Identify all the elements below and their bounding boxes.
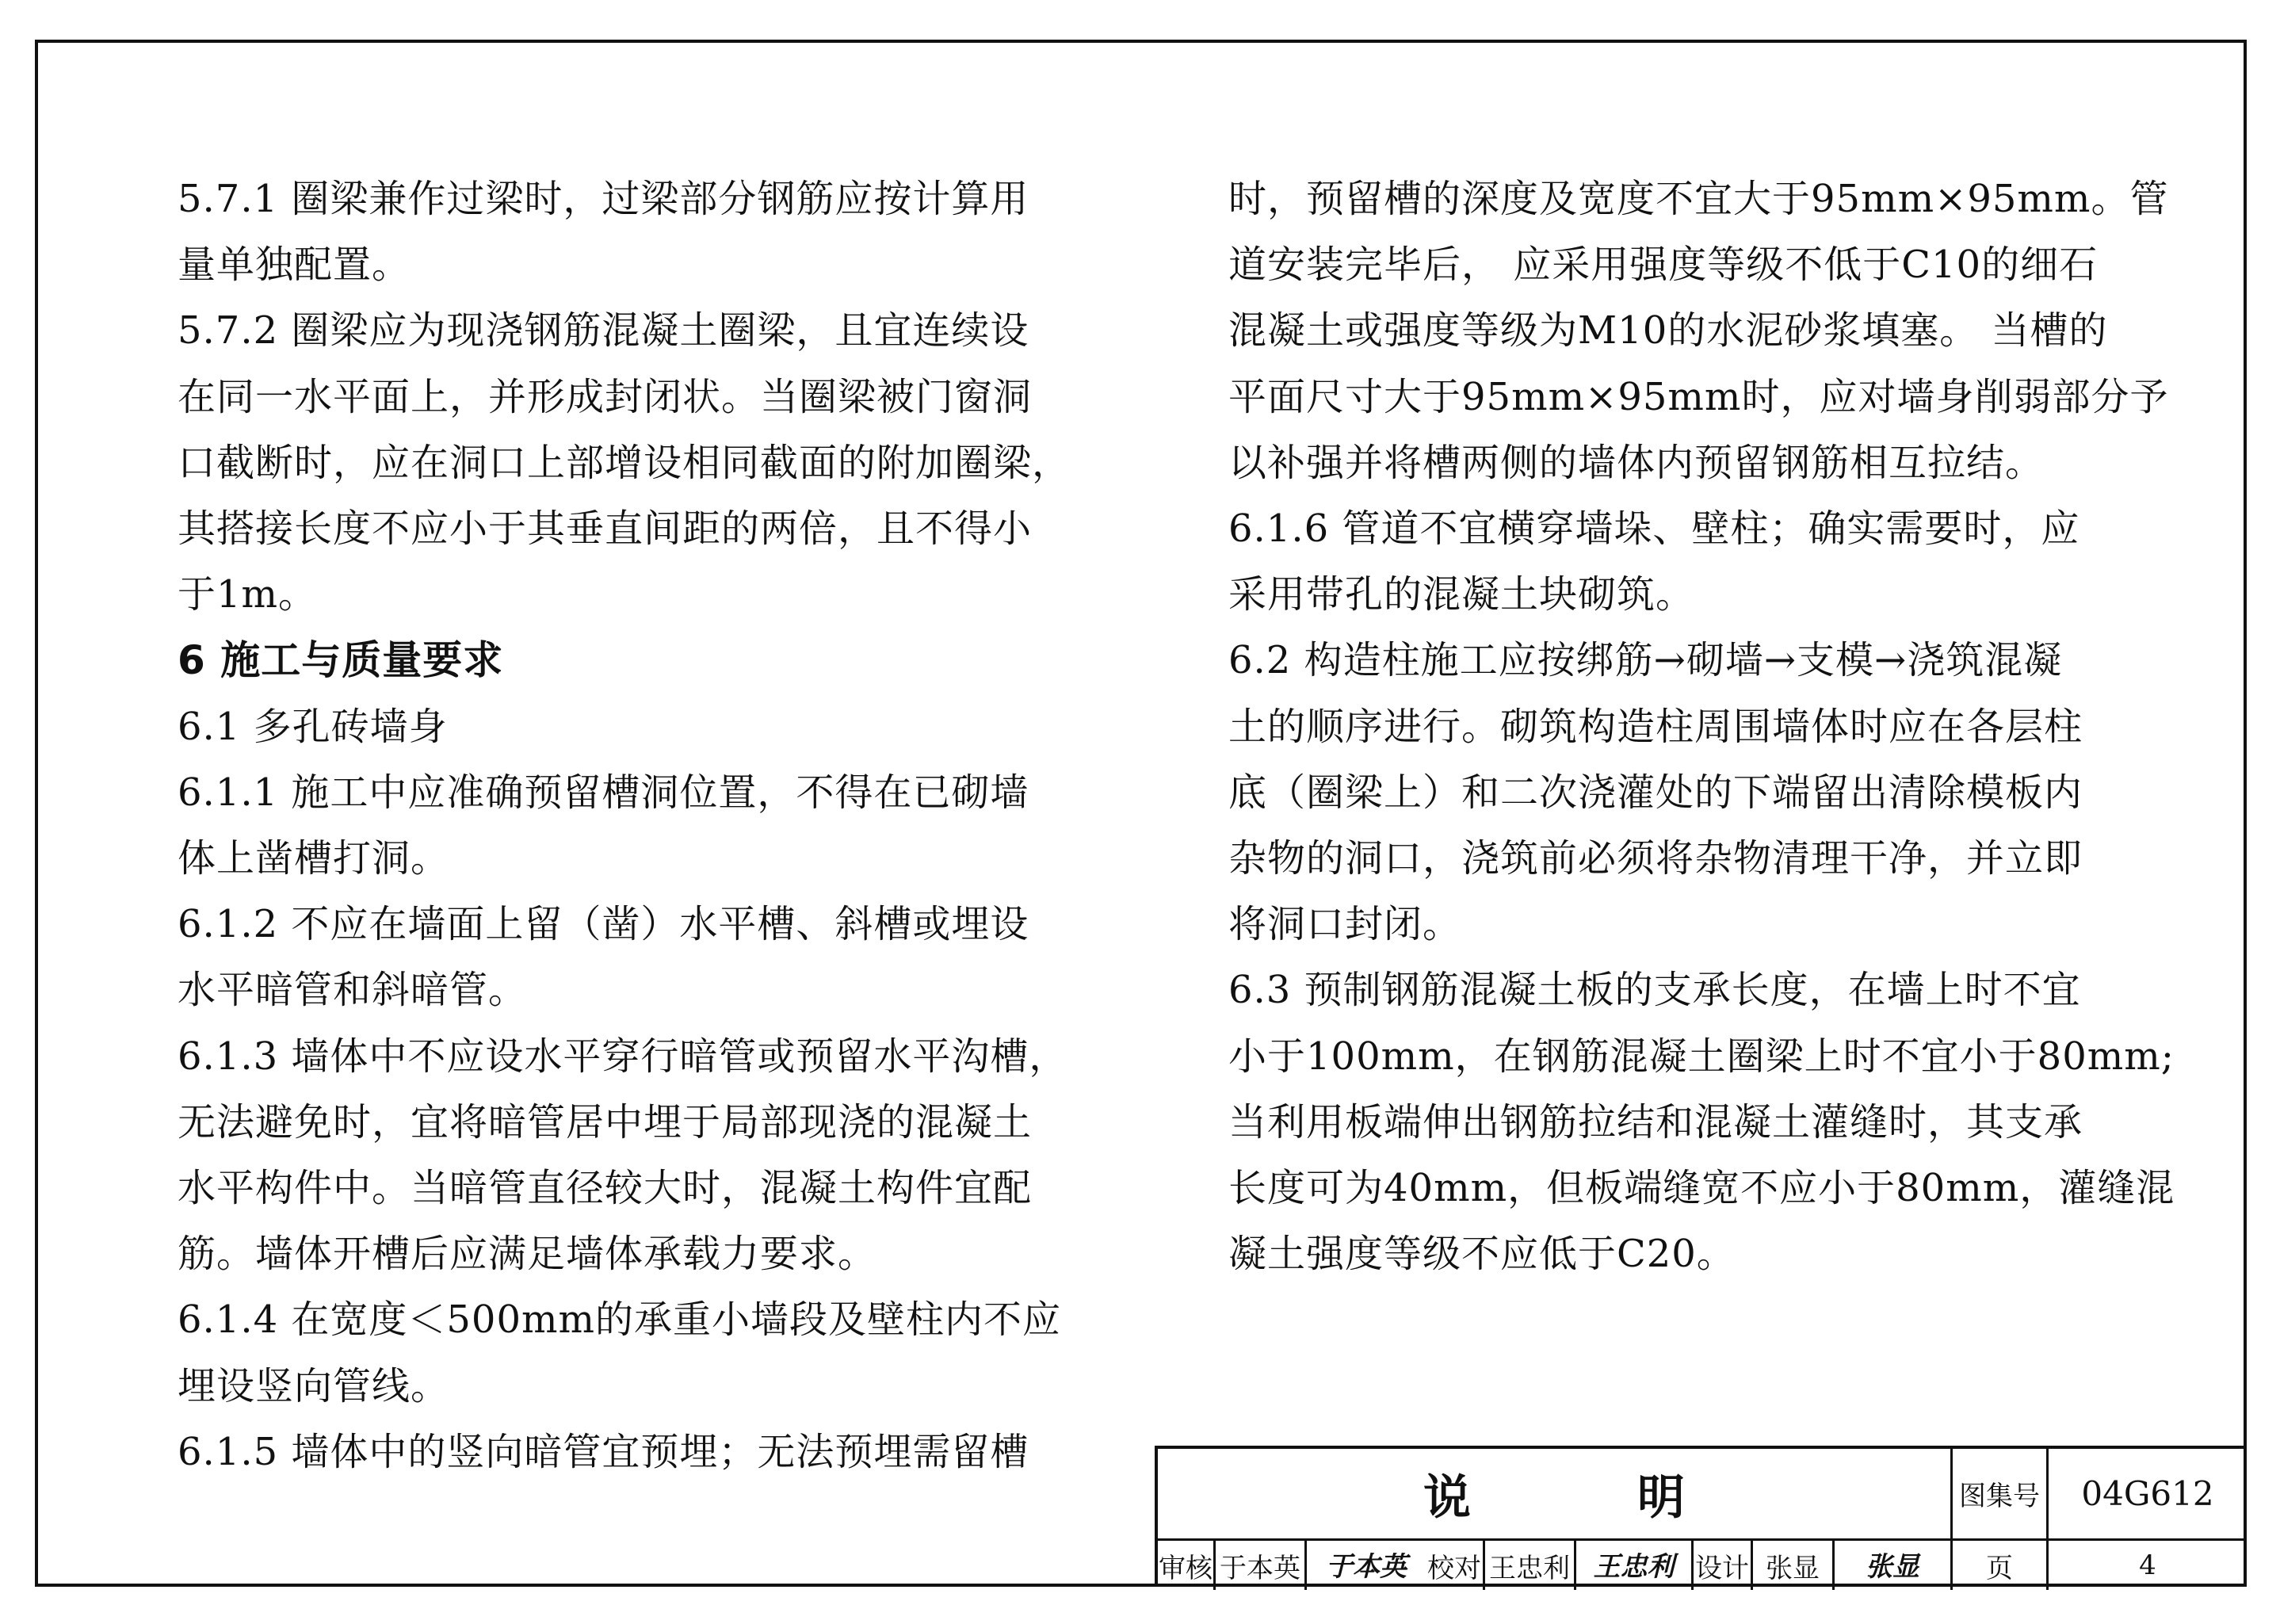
text-line: 6.2 构造柱施工应按绑筋→砌墙→支模→浇筑混凝 <box>1228 638 2063 683</box>
sheet-title <box>1158 1449 1950 1538</box>
title-char: 明 <box>1637 1469 1685 1526</box>
text-line: 平面尺寸大于95mm×95mm时，应对墙身削弱部分予 <box>1228 374 2169 419</box>
text-line: 杂物的洞口，浇筑前必须将杂物清理干净，并立即 <box>1228 836 2083 881</box>
designer-signature: 张显 <box>1866 1550 1919 1583</box>
checker-name: 王忠利 <box>1489 1552 1570 1584</box>
text-line: 6.1.5 墙体中的竖向暗管宜预埋；无法预埋需留槽 <box>178 1429 1029 1474</box>
atlas-label: 图集号 <box>1959 1481 2040 1512</box>
text-line: 当利用板端伸出钢筋拉结和混凝土灌缝时，其支承 <box>1228 1099 2083 1144</box>
checker-signature: 王忠利 <box>1593 1550 1675 1583</box>
right-text-column <box>1228 166 2175 1287</box>
text-line: 6.1.1 施工中应准确预留槽洞位置，不得在已砌墙 <box>178 770 1029 815</box>
text-line: 土的顺序进行。砌筑构造柱周围墙体时应在各层柱 <box>1228 704 2083 749</box>
title-block <box>1155 1446 2247 1587</box>
text-line: 混凝土或强度等级为M10的水泥砂浆填塞。 当槽的 <box>1228 308 2108 353</box>
text-line: 5.7.1 圈梁兼作过梁时，过梁部分钢筋应按计算用 <box>178 177 1029 221</box>
text-line: 6.1.2 不应在墙面上留（凿）水平槽、斜槽或埋设 <box>178 902 1029 947</box>
text-line: 采用带孔的混凝土块砌筑。 <box>1228 572 1695 617</box>
text-line: 6.1.6 管道不宜横穿墙垛、壁柱；确实需要时，应 <box>1228 506 2080 552</box>
text-line: 小于100mm，在钢筋混凝土圈梁上时不宜小于80mm; <box>1228 1034 2175 1079</box>
designer-name: 张显 <box>1766 1552 1820 1584</box>
text-line: 长度可为40mm，但板端缝宽不应小于80mm，灌缝混 <box>1228 1166 2175 1211</box>
text-line: 6.1.3 墙体中不应设水平穿行暗管或预留水平沟槽， <box>178 1034 1068 1079</box>
text-line: 底（圈梁上）和二次浇灌处的下端留出清除模板内 <box>1228 770 2083 815</box>
text-line: 埋设竖向管线。 <box>178 1363 450 1408</box>
title-char: 说 <box>1423 1469 1471 1526</box>
text-line: 无法避免时，宜将暗管居中埋于局部现浇的混凝土 <box>178 1099 1033 1144</box>
text-line: 体上凿槽打洞。 <box>178 836 450 881</box>
text-line: 于1m。 <box>178 572 318 617</box>
page-number: 4 <box>2139 1549 2156 1581</box>
reviewer-name: 于本英 <box>1220 1552 1300 1584</box>
text-line: 将洞口封闭。 <box>1228 902 1462 947</box>
text-line: 口截断时，应在洞口上部增设相同截面的附加圈梁， <box>178 440 1071 485</box>
section-heading: 6 施工与质量要求 <box>178 637 504 684</box>
design-label: 设计 <box>1695 1552 1749 1584</box>
text-line: 6.1.4 在宽度＜500mm的承重小墙段及壁柱内不应 <box>178 1297 1062 1343</box>
text-line: 水平构件中。当暗管直径较大时，混凝土构件宜配 <box>178 1166 1033 1211</box>
text-line: 水平暗管和斜暗管。 <box>178 968 528 1013</box>
text-line: 时，预留槽的深度及宽度不宜大于95mm×95mm。管 <box>1228 177 2169 221</box>
text-line: 量单独配置。 <box>178 243 411 288</box>
text-line: 筋。墙体开槽后应满足墙体承载力要求。 <box>178 1232 877 1277</box>
text-line: 5.7.2 圈梁应为现浇钢筋混凝土圈梁，且宜连续设 <box>178 308 1029 353</box>
text-line: 6.1 多孔砖墙身 <box>178 704 448 749</box>
text-line: 6.3 预制钢筋混凝土板的支承长度，在墙上时不宜 <box>1228 968 2081 1013</box>
review-label: 审核 <box>1159 1552 1213 1584</box>
atlas-number: 04G612 <box>2081 1474 2214 1513</box>
left-text-column <box>178 166 1069 1485</box>
text-line: 道安装完毕后， 应采用强度等级不低于C10的细石 <box>1228 243 2099 288</box>
page-label: 页 <box>1986 1552 2013 1584</box>
text-line: 其搭接长度不应小于其垂直间距的两倍，且不得小 <box>178 506 1033 552</box>
text-line: 凝土强度等级不应低于C20。 <box>1228 1232 1736 1277</box>
text-line: 以补强并将槽两侧的墙体内预留钢筋相互拉结。 <box>1228 440 2045 485</box>
reviewer-signature: 于本英 <box>1326 1550 1407 1583</box>
text-line: 在同一水平面上，并形成封闭状。当圈梁被门窗洞 <box>178 374 1033 419</box>
check-label: 校对 <box>1427 1552 1481 1584</box>
